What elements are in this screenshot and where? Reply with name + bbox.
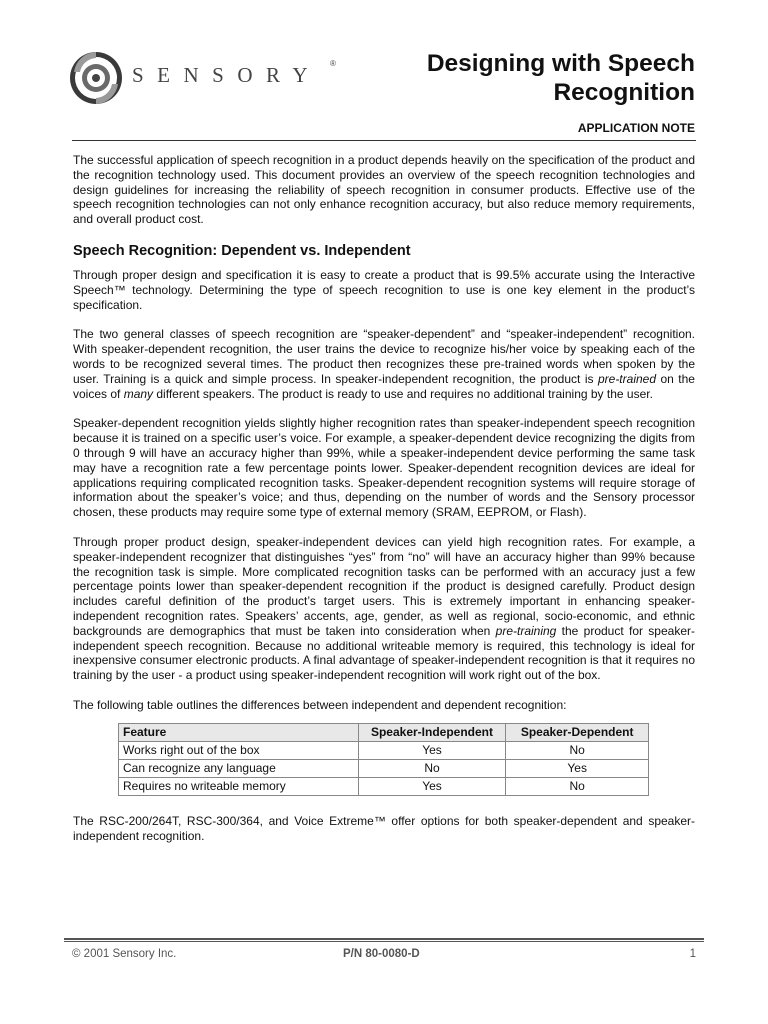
paragraph-3: Speaker-dependent recognition yields slightly higher recognition rates than speaker-independent speech recognition because it is trained on a specific user’s voice. For example, a speaker-dependent device recognizing the digits from 0 through 9 will have an accuracy higher than 99%, while a speaker-independent device performing the same task may have a recognition rate a few percentage points lower. Speaker-dependent recognition devices are ideal for applications requiring complicated recognition tasks. Speaker-dependent recognition systems will require storage of information about the speaker’s voice; and thus, depending on the number of words and the Sensory processor chosen, these products may require some type of external memory (SRAM, EEPROM, or Flash). xyxy=(73,416,695,520)
comparison-table xyxy=(118,723,649,796)
paragraph-1: Through proper design and specification it is easy to create a product that is 99.5% accurate using the Interactive Speech™ technology. Determining the type of speech recognition to use is one key element in the product’s specification. xyxy=(73,267,695,312)
intro-paragraph: The successful application of speech recognition in a product depends heavily on the specification of the product and the recognition technology used. This document provides an overview of the speech recognition technologies and design guidelines for increasing the reliability of speech recognition in consumer products. Effective use of the speech recognition technologies can not only enhance recognition accuracy, but also reduce memory requirements, and overall product cost. xyxy=(73,153,695,227)
document-body xyxy=(73,153,695,843)
section-heading: Speech Recognition: Dependent vs. Independent xyxy=(73,242,411,259)
table-header-row xyxy=(119,723,649,741)
table-cell: Yes xyxy=(506,759,649,777)
paragraph-5: The following table outlines the differences between independent and dependent recognition: xyxy=(73,697,567,712)
footer-copyright: © 2001 Sensory Inc. xyxy=(72,948,177,960)
paragraph-4-emphasis: pre-training xyxy=(495,623,557,638)
title-line-2: Recognition xyxy=(553,79,695,106)
title-line-1: Designing with Speech xyxy=(426,50,695,77)
header-divider xyxy=(72,140,696,141)
paragraph-2-part-b: on the voices of xyxy=(73,371,695,401)
table-row xyxy=(119,741,649,759)
footer-page-number: 1 xyxy=(689,948,696,960)
table-cell: No xyxy=(506,777,649,795)
table-cell: Requires no writeable memory xyxy=(119,777,359,795)
sensory-logo xyxy=(68,42,358,114)
swirl-logo-icon xyxy=(68,42,126,114)
table-header-cell: Feature xyxy=(119,723,359,741)
table-header-cell: Speaker-Independent xyxy=(358,723,506,741)
document-subtitle: APPLICATION NOTE xyxy=(577,121,695,135)
registered-mark: ® xyxy=(330,59,336,68)
paragraph-4-part-b: the product for speaker-independent speech recognition. Because no additional writeable memory is required, this technology is ideal for inexpensive consumer electronic products. A final advantage of speaker-independent recognition is that it requires no training by the user - a product using speaker-independent recognition will work right out of the box. xyxy=(73,623,695,683)
table-cell: Yes xyxy=(358,777,506,795)
paragraph-2-emphasis-2: many xyxy=(123,386,154,401)
table-cell: Yes xyxy=(358,741,506,759)
table-row xyxy=(119,777,649,795)
table-cell: No xyxy=(358,759,506,777)
paragraph-6: The RSC-200/264T, RSC-300/364, and Voice Extreme™ offer options for both speaker-dependent and speaker-independent recognition. xyxy=(73,813,695,843)
paragraph-4-part-a: Through proper product design, speaker-independent devices can yield high recognition rates. For example, a speaker-independent recognizer that distinguishes “yes” from “no” will have an accuracy higher than 99% because the recognition task is simple. More complicated recognition tasks can be performed with an accuracy just a few percentage points lower than speaker-dependent recognition if the product is designed carefully. Product design includes careful definition of the product’s target users. This is extremely important in enhancing speaker-independent recognition rates. Speakers’ accents, age, gender, as well as regional, socio-economic, and ethnic backgrounds are demographics that must be taken into consideration when xyxy=(73,534,695,638)
paragraph-4 xyxy=(73,535,695,683)
paragraph-2-part-c: different speakers. The product is ready to use and requires no additional training by the user. xyxy=(153,386,653,401)
paragraph-2-part-a: The two general classes of speech recognition are “speaker-dependent” and “speaker-independent” recognition. With speaker-dependent recognition, the user trains the device to recognize his/her voice by speaking each of the words to be recognized several times. The product then recognizes these pre-trained words when spoken by the user. Training is a quick and simple process. In speaker-independent recognition, the product is xyxy=(73,327,695,386)
paragraph-2-emphasis-1: pre-trained xyxy=(597,371,656,386)
logo-wordmark: SENSORY xyxy=(132,63,322,87)
footer-divider xyxy=(64,938,704,942)
paragraph-2 xyxy=(73,327,695,401)
table-header-cell: Speaker-Dependent xyxy=(506,723,649,741)
table-cell: Can recognize any language xyxy=(119,759,359,777)
document-title xyxy=(355,49,695,107)
table-cell: No xyxy=(506,741,649,759)
table-cell: Works right out of the box xyxy=(119,741,359,759)
table-row xyxy=(119,759,649,777)
footer-part-number: P/N 80-0080-D xyxy=(343,948,420,960)
